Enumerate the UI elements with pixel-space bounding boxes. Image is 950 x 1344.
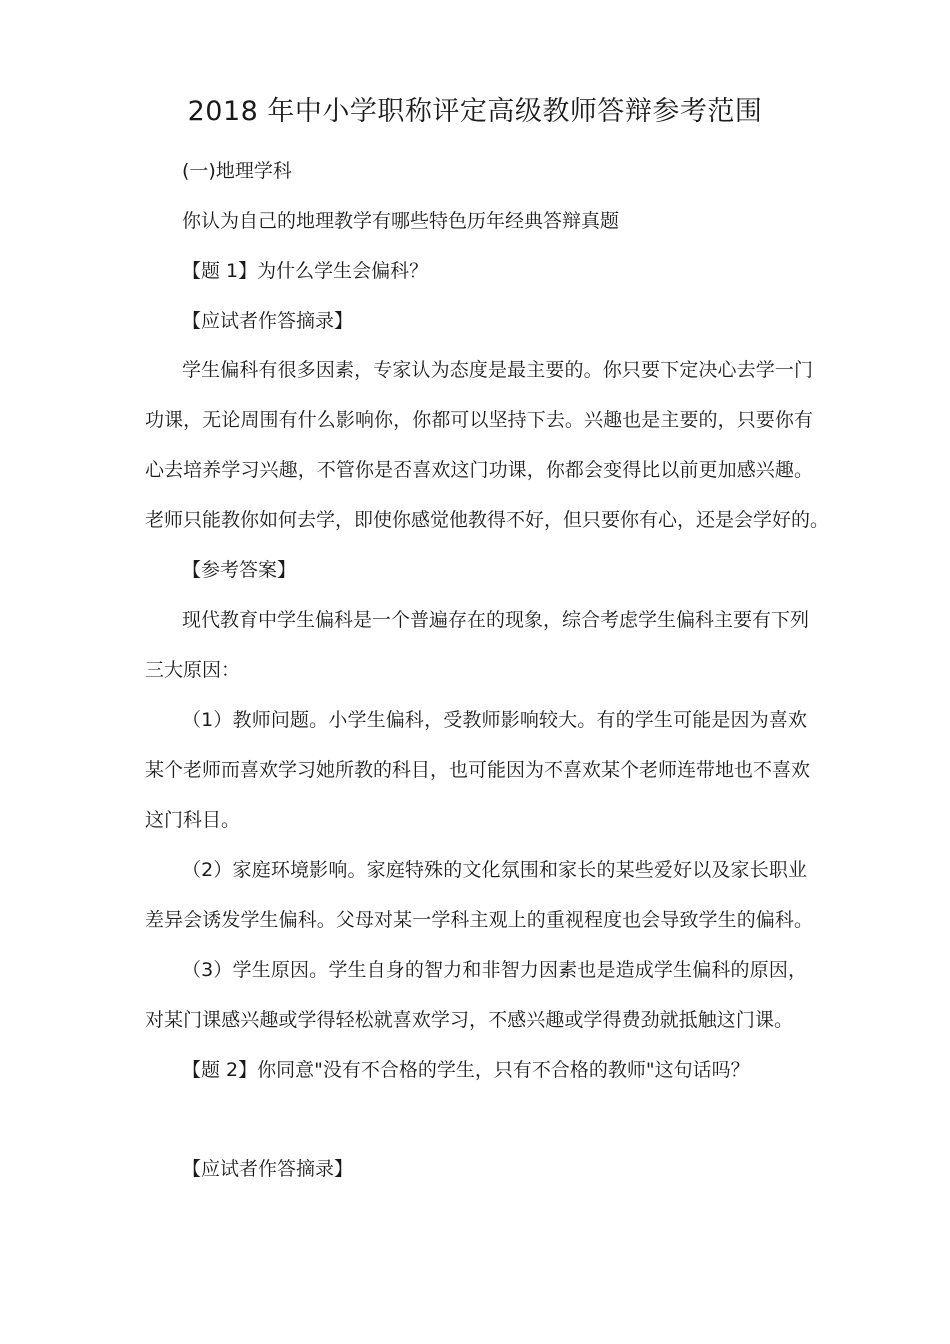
- q1-examinee-line: 心去培养学习兴趣，不管你是否喜欢这门功课，你都会变得比以前更加感兴趣。: [145, 459, 813, 481]
- q1-reason3-line: （3）学生原因。学生自身的智力和非智力因素也是造成学生偏科的原因，: [182, 959, 807, 981]
- q1-examinee-line: 学生偏科有很多因素，专家认为态度是最主要的。你只要下定决心去学一门: [182, 359, 813, 381]
- q1-reason1-line: 某个老师而喜欢学习她所教的科目，也可能因为不喜欢某个老师连带地也不喜欢: [145, 759, 811, 781]
- q1-reason2-line: （2）家庭环境影响。家庭特殊的文化氛围和家长的某些爱好以及家长职业: [182, 859, 807, 881]
- q1-examinee-line: 功课，无论周围有什么影响你，你都可以坚持下去。兴趣也是主要的，只要你有: [145, 409, 813, 431]
- q1-reason1-line: 这门科目。: [145, 809, 241, 831]
- document-title: 2018 年中小学职称评定高级教师答辩参考范围: [187, 96, 763, 127]
- q1-reason2-line: 差异会诱发学生偏科。父母对某一学科主观上的重视程度也会导致学生的偏科。: [145, 909, 813, 931]
- q2-examinee-label: 【应试者作答摘录】: [182, 1158, 354, 1180]
- q1-reason3-line: 对某门课感兴趣或学得轻松就喜欢学习，不感兴趣或学得费劲就抵触这门课。: [145, 1009, 793, 1031]
- intro-question: 你认为自己的地理教学有哪些特色历年经典答辩真题: [182, 210, 620, 232]
- q1-reference-intro-line: 三大原因：: [145, 659, 241, 681]
- q1-reference-label: 【参考答案】: [182, 559, 297, 581]
- section-heading: (一)地理学科: [182, 160, 292, 182]
- q1-examinee-line: 老师只能教你如何去学，即使你感觉他教得不好，但只要你有心，还是会学好的。: [145, 509, 830, 531]
- q1-examinee-label: 【应试者作答摘录】: [182, 310, 354, 332]
- q1-reference-intro-line: 现代教育中学生偏科是一个普遍存在的现象，综合考虑学生偏科主要有下列: [182, 609, 810, 631]
- q1-heading: 【题 1】为什么学生会偏科？: [182, 260, 429, 282]
- q2-heading: 【题 2】你同意"没有不合格的学生，只有不合格的教师"这句话吗？: [182, 1059, 750, 1081]
- q1-reason1-line: （1）教师问题。小学生偏科，受教师影响较大。有的学生可能是因为喜欢: [182, 709, 807, 731]
